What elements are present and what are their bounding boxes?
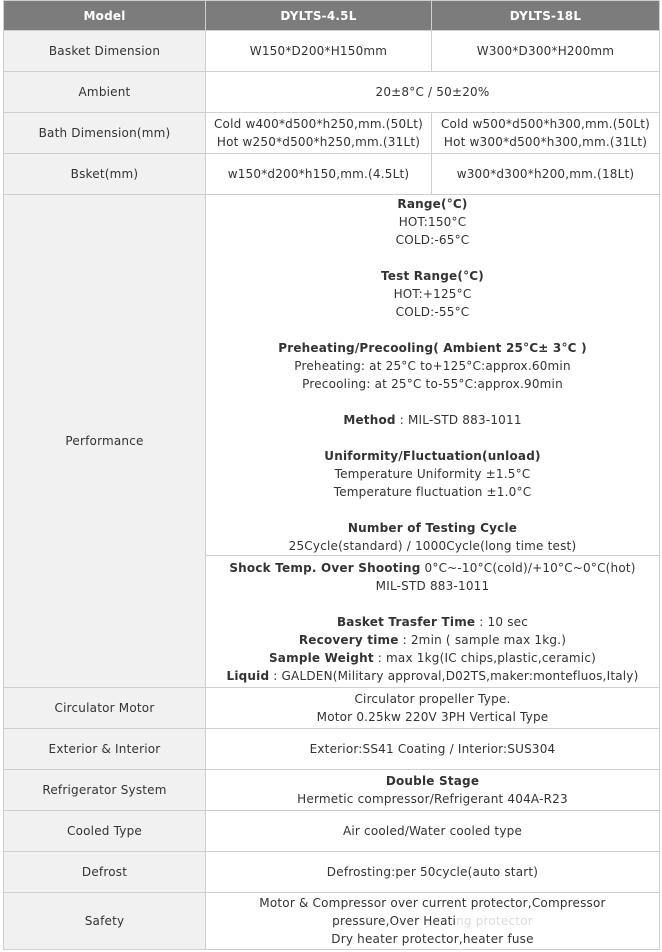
value-basket-dimension-2: W300*D300*H200mm (432, 31, 660, 72)
value-bath-dimension-2 (432, 113, 660, 154)
value-performance-a (206, 195, 660, 556)
label-bath-dimension: Bath Dimension(mm) (4, 113, 206, 154)
row-performance (4, 195, 660, 556)
safety-line-2b: ng protector (456, 914, 533, 928)
uniformity: Temperature Uniformity ±1.5°C (334, 467, 531, 481)
safety-line-3a: Dry heater protector,heate (331, 932, 499, 946)
row-bsket (4, 154, 660, 195)
method-label: Method (343, 413, 396, 427)
header-model-2: DYLTS-18L (432, 1, 660, 31)
method-value: : MIL-STD 883-1011 (395, 413, 522, 427)
weight-line (206, 649, 659, 667)
range-hot: HOT:150°C (398, 215, 467, 229)
range-cold: COLD:-65°C (395, 233, 470, 247)
range-title: Range(°C) (397, 197, 468, 211)
test-range-cold: COLD:-55°C (395, 305, 470, 319)
test-range-title: Test Range(°C) (381, 269, 484, 283)
header-model: Model (4, 1, 206, 31)
value-exterior: Exterior:SS41 Coating / Interior:SUS304 (206, 729, 660, 770)
weight-label: Sample Weight (268, 650, 374, 665)
label-cooled-type: Cooled Type (4, 811, 206, 852)
refrigerator-value: Hermetic compressor/Refrigerant 404A-R23 (297, 792, 568, 806)
row-basket-dimension (4, 31, 660, 72)
safety-line-2a: pressure,Over Heati (332, 914, 457, 928)
transfer-line (206, 613, 659, 631)
circulator-line-2: Motor 0.25kw 220V 3PH Vertical Type (316, 710, 549, 724)
pre-title: Preheating/Precooling( Ambient 25°C± 3°C ) (278, 341, 587, 355)
value-performance-b (206, 556, 660, 688)
value-bsket-2: w300*d300*h200,mm.(18Lt) (432, 154, 660, 195)
bath-2-cold: Cold w500*d500*h300,mm.(50Lt) (440, 117, 651, 131)
label-safety: Safety (4, 893, 206, 950)
liquid-line (206, 667, 659, 685)
uniformity-title: Uniformity/Fluctuation(unload) (324, 449, 541, 463)
recovery-label: Recovery time (298, 632, 399, 647)
shock-label: Shock Temp. Over Shooting (229, 560, 421, 575)
shock-line (206, 559, 659, 577)
transfer-label: Basket Trasfer Time (336, 614, 476, 629)
value-bsket-1: w150*d200*h150,mm.(4.5Lt) (206, 154, 432, 195)
test-range-hot: HOT:+125°C (393, 287, 472, 301)
cycle-title: Number of Testing Cycle (347, 521, 518, 535)
safety-line-3b: r fuse (498, 932, 534, 946)
safety-line-1: Motor & Compressor over current protector,Compressor (259, 896, 606, 910)
row-ambient (4, 72, 660, 113)
precooling: Precooling: at 25°C to-55°C:approx.90min (302, 377, 563, 391)
value-circulator-motor (206, 688, 660, 729)
cycle-value: 25Cycle(standard) / 1000Cycle(long time test) (288, 539, 577, 553)
bath-2-hot: Hot w300*d500*h300,mm.(31Lt) (443, 135, 648, 149)
value-bath-dimension-1 (206, 113, 432, 154)
row-circulator-motor (4, 688, 660, 729)
bath-1-cold: Cold w400*d500*h250,mm.(50Lt) (213, 117, 424, 131)
value-basket-dimension-1: W150*D200*H150mm (206, 31, 432, 72)
fluctuation: Temperature fluctuation ±1.0°C (333, 485, 532, 499)
label-ambient: Ambient (4, 72, 206, 113)
row-exterior (4, 729, 660, 770)
safety-line-2 (206, 912, 659, 930)
recovery-value: : 2min ( sample max 1kg.) (398, 632, 567, 647)
row-refrigerator (4, 770, 660, 811)
shock-std: MIL-STD 883-1011 (375, 578, 490, 593)
label-bsket: Bsket(mm) (4, 154, 206, 195)
label-basket-dimension: Basket Dimension (4, 31, 206, 72)
header-row (4, 1, 660, 31)
value-ambient: 20±8°C / 50±20% (206, 72, 660, 113)
row-bath-dimension (4, 113, 660, 154)
label-exterior: Exterior & Interior (4, 729, 206, 770)
liquid-label: Liquid (226, 668, 270, 683)
header-model-1: DYLTS-4.5L (206, 1, 432, 31)
label-refrigerator: Refrigerator System (4, 770, 206, 811)
safety-line-3 (206, 930, 659, 948)
method-line (206, 411, 659, 429)
row-safety (4, 893, 660, 950)
value-safety (206, 893, 660, 950)
preheating: Preheating: at 25°C to+125°C:approx.60min (294, 359, 571, 373)
value-defrost: Defrosting:per 50cycle(auto start) (206, 852, 660, 893)
row-cooled-type (4, 811, 660, 852)
label-defrost: Defrost (4, 852, 206, 893)
value-cooled-type: Air cooled/Water cooled type (206, 811, 660, 852)
circulator-line-1: Circulator propeller Type. (354, 692, 511, 706)
spec-table (3, 0, 660, 950)
value-refrigerator (206, 770, 660, 811)
recovery-line (206, 631, 659, 649)
row-defrost (4, 852, 660, 893)
transfer-value: : 10 sec (475, 614, 529, 629)
label-performance: Performance (4, 195, 206, 688)
weight-value: : max 1kg(IC chips,plastic,ceramic) (373, 650, 597, 665)
bath-1-hot: Hot w250*d500*h250,mm.(31Lt) (216, 135, 421, 149)
label-circulator-motor: Circulator Motor (4, 688, 206, 729)
refrigerator-title: Double Stage (385, 774, 480, 788)
shock-value: 0°C~-10°C(cold)/+10°C~0°C(hot) (420, 560, 636, 575)
liquid-value: : GALDEN(Military approval,D02TS,maker:montefluos,Italy) (269, 668, 639, 683)
